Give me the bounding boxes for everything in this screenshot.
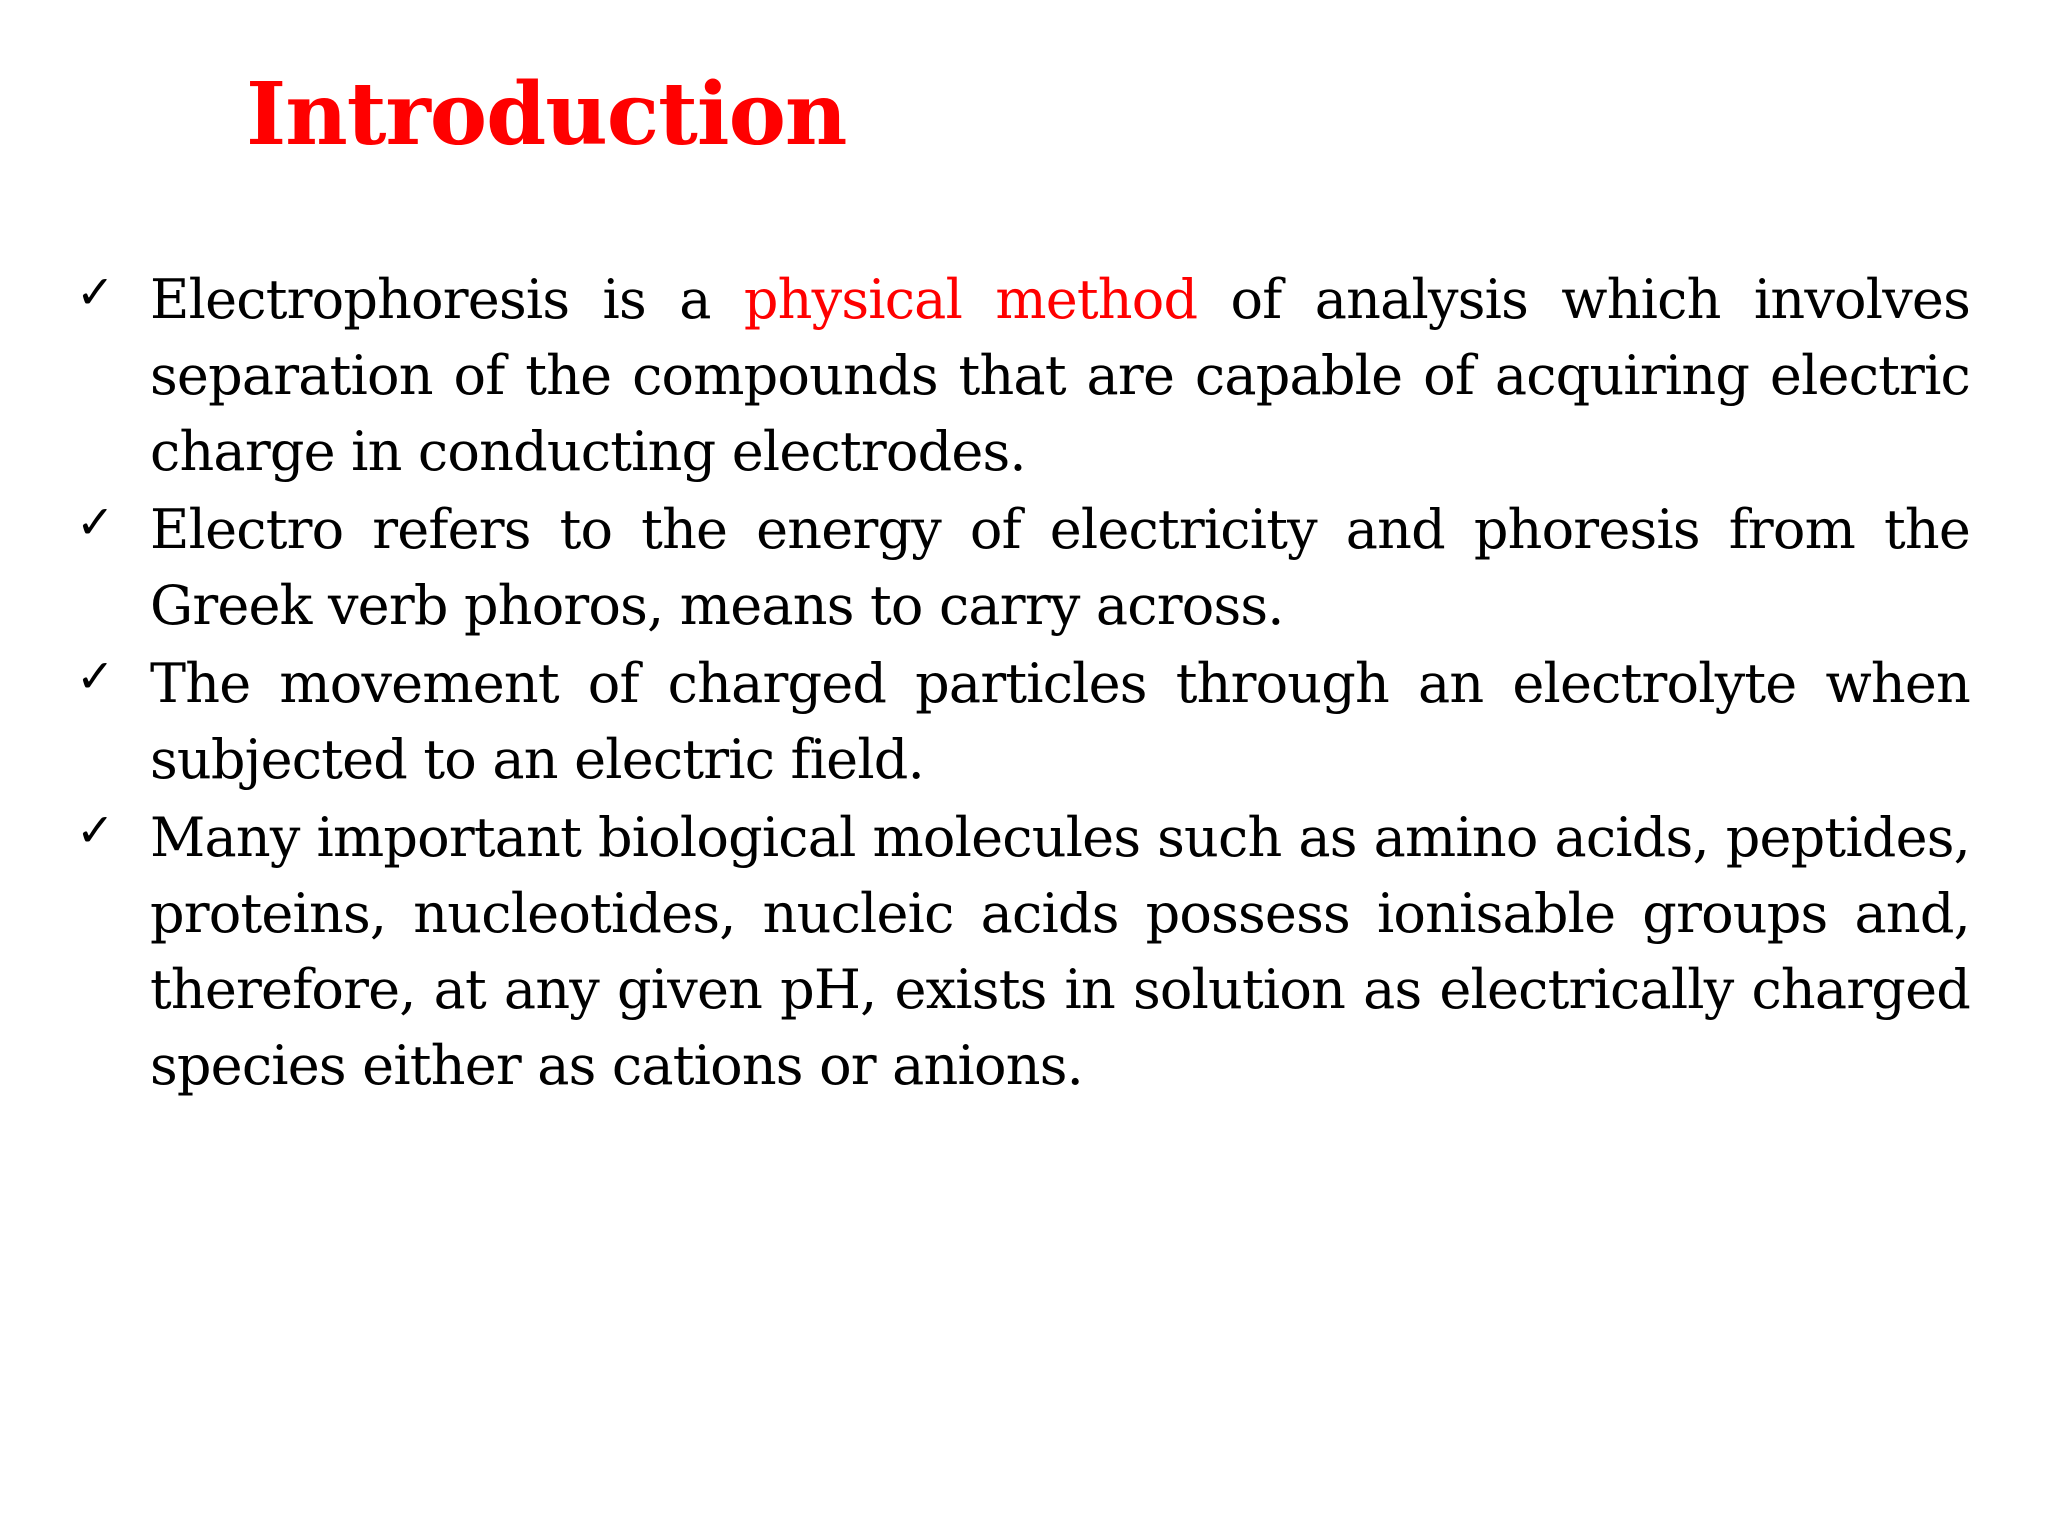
check-icon: ✓: [76, 803, 114, 857]
check-icon: ✓: [76, 495, 114, 549]
bullet-item-1: [70, 262, 1970, 490]
bullet-item-3: [70, 646, 1970, 798]
slide-title: Introduction: [246, 64, 847, 165]
check-icon: ✓: [76, 265, 114, 319]
bullet-list: [70, 262, 1970, 1106]
bullet-text-2: Electro refers to the energy of electricity and phoresis from the Greek verb phoros, means to carry across.: [150, 498, 1970, 637]
bullet-text-1-before: Electrophoresis is a: [150, 268, 744, 331]
bullet-text-4: Many important biological molecules such as amino acids, peptides, proteins, nucleotides, nucleic acids possess ionisable groups and, therefore, at any given pH, exists in solution as electrically charged species either as cations or anions.: [150, 806, 1970, 1097]
bullet-text-1-after: of analysis which involves separation of the compounds that are capable of acquiring electric charge in conducting electrodes.: [150, 268, 1970, 483]
check-icon: ✓: [76, 649, 114, 703]
bullet-item-4: [70, 800, 1970, 1104]
bullet-text-3: The movement of charged particles through an electrolyte when subjected to an electric field.: [150, 652, 1970, 791]
bullet-item-2: [70, 492, 1970, 644]
highlight-physical-method: physical method: [743, 268, 1198, 331]
